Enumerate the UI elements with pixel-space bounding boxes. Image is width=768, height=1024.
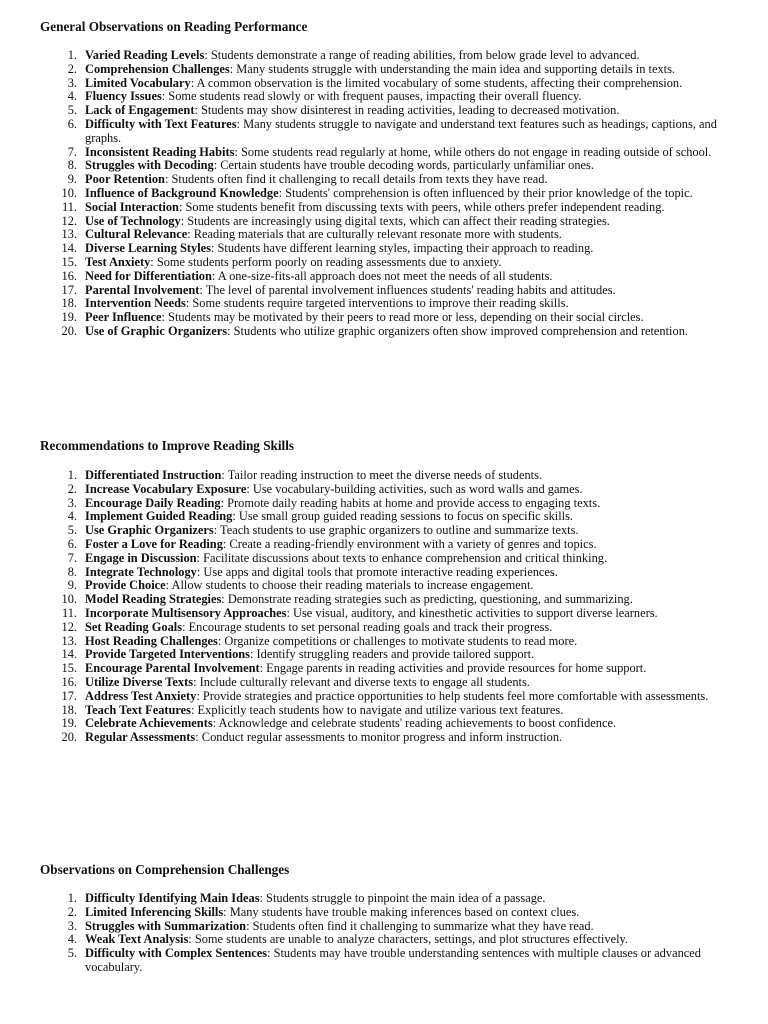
item-term: Model Reading Strategies [85,592,222,607]
item-term: Fluency Issues [85,89,162,104]
item-description: : Students demonstrate a range of reading abilities, from below grade level to advanced. [204,48,640,62]
item-description: : Create a reading-friendly environment with a variety of genres and topics. [222,536,597,551]
item-number: 1. [67,468,77,482]
item-number: 1. [67,891,77,905]
item-number: 18. [61,296,77,311]
item-number: 10. [61,592,77,607]
item-description: : Facilitate discussions about texts to enhance comprehension and critical thinking. [196,550,608,565]
item-description: : Teach students to use graphic organizers to outline and summarize texts. [213,523,579,538]
list-item [40,648,730,662]
item-description: : Students often find it challenging to summarize what they have read. [246,918,594,933]
item-number: 10. [61,185,77,200]
item-description: : Engage parents in reading activities and provide resources for home support. [259,661,647,676]
item-description: : Use apps and digital tools that promote interactive reading experiences. [196,564,558,579]
list-item [40,933,730,947]
item-term: Differentiated Instruction [85,468,222,482]
item-number: 1. [67,48,77,62]
list-item [40,325,730,339]
item-description: : Certain students have trouble decoding words, particularly unfamiliar ones. [213,158,594,173]
item-term: Peer Influence [85,310,162,325]
list-item [40,159,730,173]
list-item [40,201,730,215]
list-item [40,717,730,731]
list-item [40,635,730,649]
item-term: Cultural Relevance [85,227,188,242]
section-general-observations [40,19,730,339]
list-item [40,593,730,607]
list-item [40,892,730,906]
item-description: : Some students read regularly at home, while others do not engage in reading outside of school. [234,144,712,159]
item-number: 7. [67,550,77,565]
item-number: 2. [67,481,77,496]
list-item [40,63,730,77]
item-term: Poor Retention [85,172,165,187]
item-description: : Reading materials that are culturally relevant resonate more with students. [187,227,562,242]
list-item [40,690,730,704]
list-item [40,104,730,118]
item-term: Engage in Discussion [85,550,197,565]
item-description: : Use visual, auditory, and kinesthetic activities to support diverse learners. [286,605,658,620]
list-item [40,77,730,91]
item-number: 3. [67,75,77,90]
item-description: : Acknowledge and celebrate students' reading achievements to boost confidence. [212,716,617,731]
item-number: 3. [67,495,77,510]
item-term: Teach Text Features [85,702,192,717]
item-number: 4. [67,932,77,947]
item-term: Address Test Anxiety [85,688,197,703]
item-number: 20. [61,323,77,338]
section-heading: Observations on Comprehension Challenges [40,862,290,877]
list-item [40,228,730,242]
list-item [40,552,730,566]
item-number: 2. [67,904,77,919]
item-number: 11. [61,199,77,214]
item-number: 12. [61,213,77,228]
list-item [40,49,730,63]
item-term: Difficulty with Text Features [85,116,237,131]
item-number: 16. [61,674,77,689]
item-term: Comprehension Challenges [85,61,230,76]
item-description: : Tailor reading instruction to meet the diverse needs of students. [221,468,543,482]
list-item [40,173,730,187]
section-comprehension-challenges [40,862,730,975]
item-term: Test Anxiety [85,254,151,269]
list-item [40,621,730,635]
list-item [40,524,730,538]
item-term: Difficulty with Complex Sentences [85,946,268,961]
list-item [40,906,730,920]
item-description: : Some students are unable to analyze characters, settings, and plot structures effectively. [188,932,629,947]
item-description: : Students may have trouble understanding sentences with multiple clauses or advanced vocabulary. [85,946,701,974]
item-description: : Some students require targeted interventions to improve their reading skills. [185,296,569,311]
item-term: Struggles with Summarization [85,918,247,933]
item-description: : Organize competitions or challenges to motivate students to read more. [217,633,578,648]
item-description: : Some students read slowly or with frequent pauses, impacting their overall fluency. [161,89,582,104]
item-description: : Many students struggle with understanding the main idea and supporting details in texts. [229,61,676,76]
item-description: : Identify struggling readers and provide tailored support. [249,647,535,662]
item-number: 8. [67,158,77,173]
item-number: 16. [61,268,77,283]
item-number: 7. [67,144,77,159]
item-term: Limited Vocabulary [85,75,191,90]
item-term: Social Interaction [85,199,179,214]
item-number: 13. [61,633,77,648]
item-description: : Allow students to choose their reading materials to increase engagement. [165,578,534,593]
item-term: Use of Graphic Organizers [85,323,228,338]
item-description: : Students have different learning styles, impacting their approach to reading. [210,241,594,256]
item-description: : A common observation is the limited vocabulary of some students, affecting their comprehension. [190,75,683,90]
item-number: 4. [67,89,77,104]
list-item [40,270,730,284]
item-term: Struggles with Decoding [85,158,214,173]
list-item [40,469,730,483]
item-term: Celebrate Achievements [85,716,213,731]
item-number: 5. [67,523,77,538]
list-item [40,215,730,229]
item-term: Diverse Learning Styles [85,241,211,256]
item-description: : Conduct regular assessments to monitor progress and inform instruction. [195,730,563,745]
item-description: : Students often find it challenging to recall details from texts they have read. [164,172,548,187]
item-number: 6. [67,536,77,551]
list-item [40,90,730,104]
list-item [40,920,730,934]
section-heading: General Observations on Reading Performance [40,19,308,34]
item-term: Incorporate Multisensory Approaches [85,605,287,620]
item-description: : Students may show disinterest in reading activities, leading to decreased motivation. [194,103,620,118]
item-number: 17. [61,282,77,297]
list-item [40,118,730,146]
item-term: Difficulty Identifying Main Ideas [85,891,260,905]
item-term: Use Graphic Organizers [85,523,214,538]
list-item [40,256,730,270]
list-item [40,483,730,497]
item-term: Encourage Daily Reading [85,495,221,510]
item-term: Set Reading Goals [85,619,183,634]
list-item [40,510,730,524]
observations-list [40,49,730,339]
list-item [40,676,730,690]
item-term: Regular Assessments [85,730,196,745]
item-number: 20. [61,730,77,745]
list-item [40,297,730,311]
item-number: 14. [61,241,77,256]
item-number: 15. [61,661,77,676]
item-number: 4. [67,509,77,524]
item-term: Encourage Parental Involvement [85,661,260,676]
list-item [40,497,730,511]
list-item [40,284,730,298]
item-term: Increase Vocabulary Exposure [85,481,247,496]
item-term: Influence of Background Knowledge [85,185,279,200]
item-number: 9. [67,172,77,187]
item-term: Host Reading Challenges [85,633,218,648]
item-description: : Students are increasingly using digital texts, which can affect their reading strategies. [180,213,610,228]
section-recommendations [40,438,730,745]
list-item [40,731,730,745]
item-number: 17. [61,688,77,703]
recommendations-list [40,469,730,745]
item-term: Intervention Needs [85,296,186,311]
item-description: : Use small group guided reading sessions to focus on specific skills. [232,509,574,524]
item-description: : Students who utilize graphic organizers often show improved comprehension and retention. [227,323,688,338]
item-term: Provide Choice [85,578,166,593]
item-term: Limited Inferencing Skills [85,904,224,919]
item-term: Integrate Technology [85,564,197,579]
item-description: : Some students perform poorly on reading assessments due to anxiety. [150,254,502,269]
list-item [40,607,730,621]
item-number: 18. [61,702,77,717]
item-number: 5. [67,103,77,118]
list-item [40,704,730,718]
item-description: : A one-size-fits-all approach does not meet the needs of all students. [211,268,553,283]
item-term: Inconsistent Reading Habits [85,144,235,159]
item-number: 3. [67,918,77,933]
list-item [40,538,730,552]
list-item [40,146,730,160]
item-number: 19. [61,716,77,731]
item-number: 2. [67,61,77,76]
comprehension-list [40,892,730,975]
section-heading: Recommendations to Improve Reading Skills [40,438,294,453]
item-term: Weak Text Analysis [85,932,189,947]
item-number: 6. [67,116,77,131]
item-description: : Demonstrate reading strategies such as predicting, questioning, and summarizing. [221,592,633,607]
item-number: 5. [67,946,77,961]
item-number: 9. [67,578,77,593]
item-term: Parental Involvement [85,282,200,297]
item-description: : Many students struggle to navigate and understand text features such as headings, captions, and graphs. [85,116,717,145]
item-description: : Many students have trouble making inferences based on context clues. [223,904,580,919]
item-description: : Students struggle to pinpoint the main idea of a passage. [259,891,546,905]
item-description: : The level of parental involvement influences students' reading habits and attitudes. [199,282,616,297]
item-term: Provide Targeted Interventions [85,647,250,662]
item-description: : Provide strategies and practice opportunities to help students feel more comfortable with assessments. [196,688,709,703]
list-item [40,242,730,256]
item-description: : Use vocabulary-building activities, such as word walls and games. [246,481,583,496]
item-number: 19. [61,310,77,325]
list-item [40,662,730,676]
item-description: : Some students benefit from discussing texts with peers, while others prefer independent reading. [178,199,665,214]
item-number: 14. [61,647,77,662]
item-number: 12. [61,619,77,634]
item-description: : Encourage students to set personal reading goals and track their progress. [182,619,553,634]
item-term: Utilize Diverse Texts [85,674,194,689]
list-item [40,187,730,201]
item-number: 13. [61,227,77,242]
item-number: 11. [61,605,77,620]
item-term: Need for Differentiation [85,268,212,283]
item-description: : Students may be motivated by their peers to read more or less, depending on their social circles. [161,310,644,325]
list-item [40,947,730,975]
item-description: : Students' comprehension is often influenced by their prior knowledge of the topic. [278,185,693,200]
item-term: Foster a Love for Reading [85,536,223,551]
item-term: Lack of Engagement [85,103,195,118]
item-description: : Include culturally relevant and diverse texts to engage all students. [193,674,530,689]
item-term: Varied Reading Levels [85,48,205,62]
item-number: 8. [67,564,77,579]
list-item [40,579,730,593]
list-item [40,566,730,580]
item-description: : Promote daily reading habits at home and provide access to engaging texts. [220,495,601,510]
item-term: Use of Technology [85,213,181,228]
item-number: 15. [61,254,77,269]
list-item [40,311,730,325]
item-description: : Explicitly teach students how to navigate and utilize various text features. [191,702,564,717]
item-term: Implement Guided Reading [85,509,233,524]
